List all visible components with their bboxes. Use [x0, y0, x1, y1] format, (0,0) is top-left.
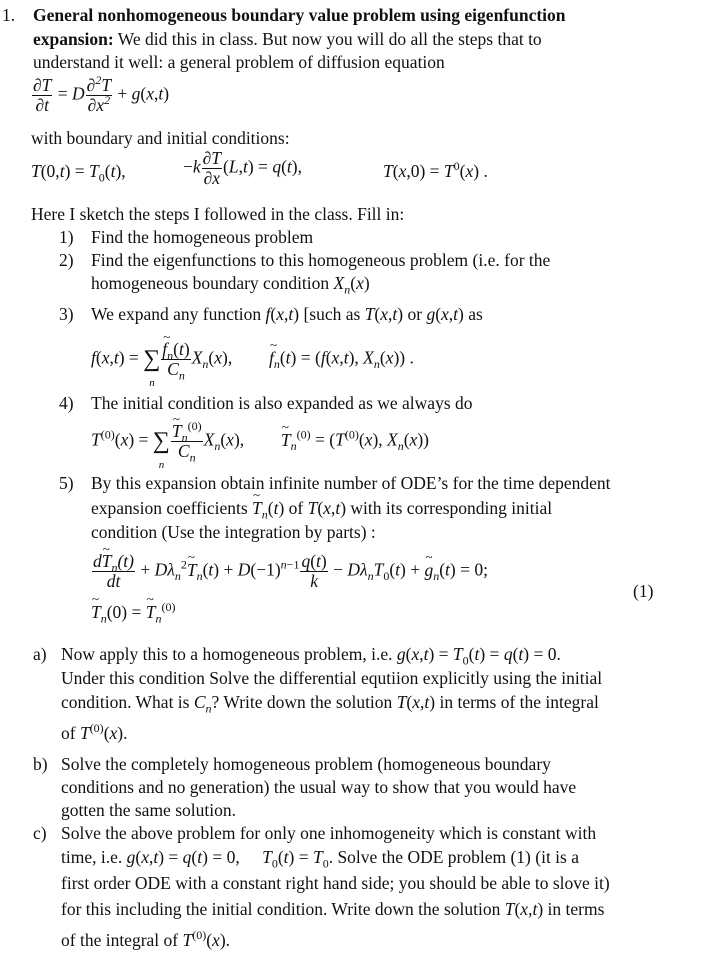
part-a-text-line2: Under this condition Solve the differential equtiion explicitly using the initial [61, 668, 603, 688]
step-4-text: The initial condition is also expanded as we always do [91, 393, 473, 413]
problem-number: 1. [2, 5, 16, 25]
part-c-text-line2: time, i.e. g(x,t) = q(t) = 0, $T_0(t) = T_0$. Solve the ODE problem (1) (it is a [61, 847, 580, 871]
step-1-number: 1) [59, 227, 74, 247]
step-1-text: Find the homogeneous problem [91, 227, 314, 247]
part-c-text: Solve the above problem for only one inhomogeneity which is constant with [61, 823, 597, 843]
diffusion-equation: $\frac{\partial T}{\partial t}$ = D $\frac{\partial^2T}{\partial x^2}$ + g(x,t) [33, 73, 170, 115]
part-a-text: Now apply this to a homogeneous problem, i.e. $g(x,t) = T_0(t) = q(t) = 0$. [61, 644, 561, 668]
expansion-equation-f: f(x,t) = ∑ n ~ $\frac{f_n(t)}{C_n}$ $X_n(x)$, ~ $f_n(t) = (f(x,t)$, $X_n(x)$) . [91, 340, 414, 379]
step-2-number: 2) [59, 250, 74, 270]
part-c-text-line4: for this including the initial condition. Write down the solution T(x,t) in terms [61, 899, 605, 919]
ode-initial-condition: ~ $T_n(0)$ = ~ $T_n^{(0)}$ [91, 601, 176, 623]
ode-equation: $\frac{d\sim T_n(t)}{dt}$ + $D\lambda_n^2\sim$ $T_n(t) + D(-1)^{n-1}$ $\frac{q(t)}{k}$ − $D\lambda_nT_0(t)$ + ~ $g_n(t) = 0$; [91, 552, 488, 591]
step-5-text: By this expansion obtain infinite number of ODE’s for the time dependent [91, 473, 611, 493]
boundary-condition-left: $T(0,t) = T_0(t)$, [31, 161, 126, 185]
equation-number: (1) [633, 581, 654, 601]
part-c-label: c) [33, 823, 47, 843]
problem-title: General nonhomogeneous boundary value problem using eigenfunction [33, 5, 566, 25]
sketch-intro: Here I sketch the steps I followed in the class. Fill in: [31, 204, 405, 224]
problem-title-line2: expansion: We did this in class. But now you will do all the steps that to [33, 29, 542, 49]
part-a-label: a) [33, 644, 47, 664]
part-a-text-line3: condition. What is $C_n$? Write down the solution T(x,t) in terms of the integral [61, 692, 599, 716]
step-5-text-line2: expansion coefficients ~ $T_n(t)$ of T(x,t) with its corresponding initial [91, 497, 552, 519]
part-b-label: b) [33, 754, 48, 774]
part-c-text-line5: of the integral of $T^{(0)}(x)$. [61, 928, 231, 950]
part-b-text-line3: gotten the same solution. [61, 800, 236, 820]
step-5-number: 5) [59, 473, 74, 493]
step-5-text-line3: condition (Use the integration by parts) : [91, 522, 376, 542]
step-4-number: 4) [59, 393, 74, 413]
problem-intro: understand it well: a general problem of diffusion equation [33, 52, 445, 72]
initial-condition: $T(x,0) = T^0(x)$ . [383, 159, 488, 181]
step-2-text-line2: homogeneous boundary condition $X_n(x)$ [91, 273, 370, 297]
part-b-text-line2: conditions and no generation) the usual way to show that you would have [61, 777, 577, 797]
expansion-equation-initial: $T^{(0)}(x)$ = ∑ n ~ $\frac{T_n^{(0)}}{C_n}$ $X_n(x)$, ~ $T_n^{(0)} = (T^{(0)}(x)$, $X_n(x)$) [91, 422, 429, 461]
step-3-text: We expand any function f(x,t) [such as T(x,t) or g(x,t) as [91, 304, 483, 324]
step-2-text: Find the eigenfunctions to this homogeneous problem (i.e. for the [91, 250, 551, 270]
part-b-text: Solve the completely homogeneous problem (homogeneous boundary [61, 754, 551, 774]
part-c-text-line3: first order ODE with a constant right hand side; you should be able to slove it) [61, 873, 610, 893]
bc-intro: with boundary and initial conditions: [31, 128, 290, 148]
boundary-condition-right: −k $\frac{\partial T}{\partial x}$ (L,t) = q(t), [183, 148, 302, 188]
part-a-text-line4: of $T^{(0)}(x)$. [61, 721, 128, 743]
step-3-number: 3) [59, 304, 74, 324]
